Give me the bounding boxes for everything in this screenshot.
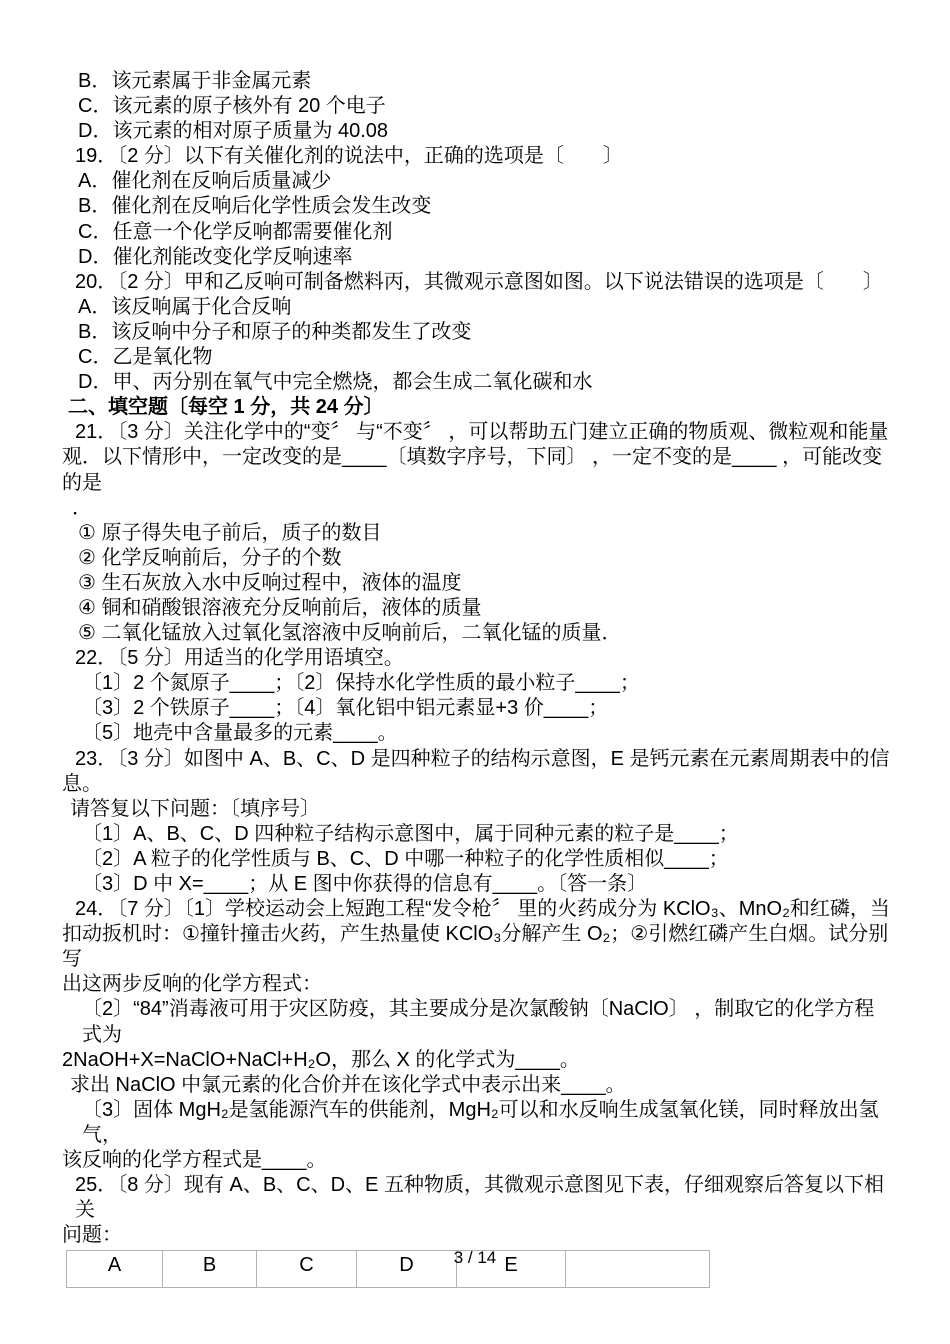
- choice-line: B．该反响中分子和原子的种类都发生了改变: [78, 320, 472, 343]
- text-line: 问题：: [62, 1224, 122, 1247]
- choice-line: D．甲、丙分别在氧气中完全燃烧，都会生成二氧化碳和水: [78, 371, 593, 394]
- question-line: 25．〔8 分〕现有 A、B、C、D、E 五种物质，其微观示意图见下表，仔细观察后答复以下相关: [75, 1174, 884, 1222]
- text-line: 观．以下情形中，一定改变的是____〔填数字序号，下同〕 ，一定不变的是____ ，可能改变的是: [62, 446, 883, 494]
- table-cell-b: B: [163, 1251, 257, 1288]
- table-cell-c: C: [257, 1251, 357, 1288]
- question-line: 21．〔3 分〕关注化学中的“变〞 与“不变〞 ，可以帮助五门建立正确的物质观、微粒观和能量: [75, 421, 889, 444]
- list-item: ② 化学反响前后，分子的个数: [78, 546, 342, 569]
- subquestion-line: 〔1〕A、B、C、D 四种粒子结构示意图中，属于同种元素的粒子是____；: [82, 822, 739, 845]
- text-line: ．: [72, 496, 92, 519]
- section-heading: 二、填空题〔每空 1 分，共 24 分〕: [68, 396, 384, 419]
- subquestion-line: 〔1〕2 个氮原子____；〔2〕保持水化学性质的最小粒子____；: [82, 672, 640, 695]
- list-item: ⑤ 二氧化锰放入过氧化氢溶液中反响前后，二氧化锰的质量．: [78, 622, 622, 645]
- table-cell-e: E: [457, 1251, 566, 1288]
- text-line: 该反响的化学方程式是____。: [62, 1149, 327, 1172]
- question-line: 22．〔5 分〕用适当的化学用语填空。: [75, 647, 404, 670]
- table-cell-d: D: [357, 1251, 457, 1288]
- equation-line: 2NaOH+X=NaClO+NaCl+H₂O，那么 X 的化学式为____。: [62, 1048, 580, 1071]
- text-line: 出这两步反响的化学方程式：: [62, 973, 322, 996]
- subquestion-line: 〔2〕“84”消毒液可用于灾区防疫，其主要成分是次氯酸钠〔NaClO〕 ，制取它的化学方程式为: [82, 998, 875, 1046]
- question-line: 23．〔3 分〕如图中 A、B、C、D 是四种粒子的结构示意图，E 是钙元素在元素周期表中的信: [75, 747, 890, 770]
- text-line: 求出 NaClO 中氯元素的化合价并在该化学式中表示出来____。: [70, 1073, 626, 1096]
- choice-line: C．乙是氧化物: [78, 346, 213, 369]
- question-line: 19．〔2 分〕以下有关催化剂的说法中，正确的选项是〔 〕: [75, 145, 623, 168]
- choice-line: D．该元素的相对原子质量为 40.08: [78, 120, 389, 143]
- list-item: ③ 生石灰放入水中反响过程中，液体的温度: [78, 571, 462, 594]
- subquestion-line: 〔3〕2 个铁原子____；〔4〕氧化铝中铝元素显+3 价____；: [82, 697, 609, 720]
- choice-line: D．催化剂能改变化学反响速率: [78, 245, 353, 268]
- page-number: 3 / 14: [453, 1248, 497, 1267]
- subquestion-line: 〔3〕固体 MgH₂是氢能源汽车的供能剂，MgH₂可以和水反响生成氢氧化镁，同时释放出氢气，: [82, 1098, 879, 1146]
- subquestion-line: 〔2〕A 粒子的化学性质与 B、C、D 中哪一种粒子的化学性质相似____；: [82, 847, 729, 870]
- choice-line: A．催化剂在反响后质量减少: [78, 170, 332, 193]
- exam-page-content: [62, 69, 892, 1288]
- list-item: ④ 铜和硝酸银溶液充分反响前后，液体的质量: [78, 596, 482, 619]
- text-line: 请答复以下问题：〔填序号〕: [70, 797, 320, 820]
- choice-line: B．该元素属于非金属元素: [78, 70, 312, 92]
- list-item: ① 原子得失电子前后，质子的数目: [78, 521, 382, 544]
- choice-line: C．任意一个化学反响都需要催化剂: [78, 220, 393, 243]
- text-line: 扣动扳机时：①撞针撞击火药，产生热量使 KClO₃分解产生 O₂；②引燃红磷产生白烟。试分别写: [62, 923, 889, 971]
- text-line: 息。: [62, 772, 102, 795]
- table-cell-a: A: [67, 1251, 163, 1288]
- choice-line: B．催化剂在反响后化学性质会发生改变: [78, 195, 432, 218]
- question-line: 20．〔2 分〕甲和乙反响可制备燃料丙，其微观示意图如图。以下说法错误的选项是〔 〕: [75, 270, 883, 293]
- choice-line: C．该元素的原子核外有 20 个电子: [78, 95, 386, 118]
- subquestion-line: 〔3〕D 中 X=____；从 E 图中你获得的信息有____。〔答一条〕: [82, 873, 648, 895]
- subquestion-line: 〔5〕地壳中含量最多的元素____。: [82, 722, 398, 745]
- question-line: 24．〔7 分〕〔1〕学校运动会上短跑工程“发令枪〞 里的火药成分为 KClO₃、MnO₂和红磷，当: [75, 898, 890, 921]
- choice-line: A．该反响属于化合反响: [78, 295, 292, 318]
